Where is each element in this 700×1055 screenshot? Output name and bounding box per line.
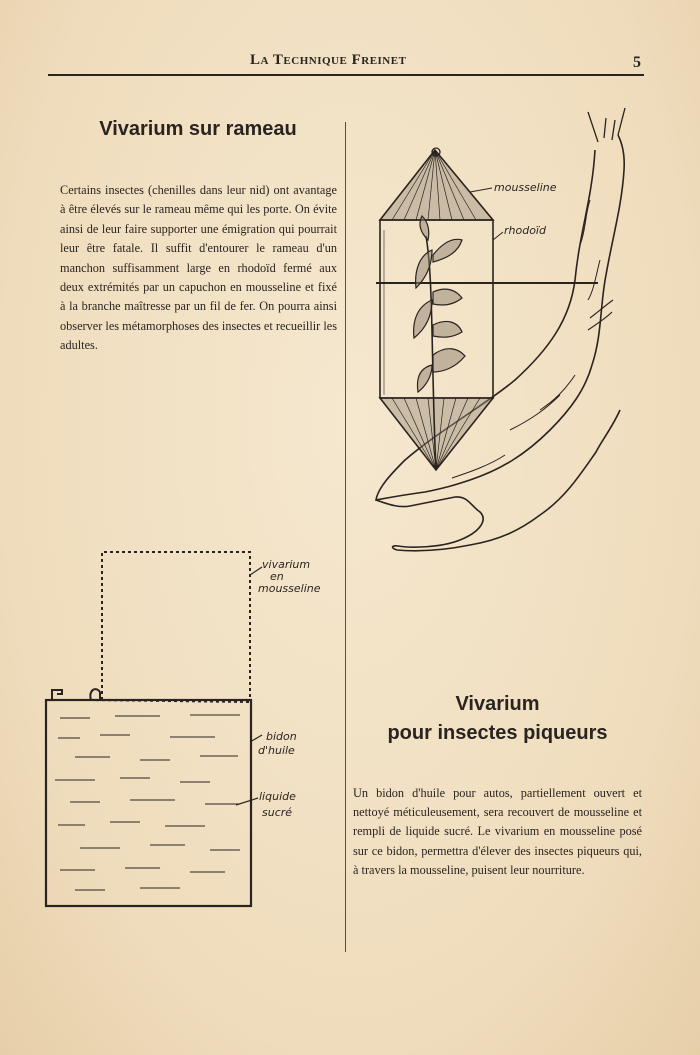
sleeve-cap-bottom: [380, 398, 493, 470]
section2-title: [355, 690, 640, 748]
rhodoid-sleeve: [376, 148, 598, 470]
label-rhodoid: rhodoïd: [504, 224, 546, 237]
label-bidon-line2: d'huile: [258, 744, 295, 757]
bidon-tank: [46, 700, 251, 906]
bidon-spout-right: [90, 689, 100, 700]
section2-title-line1: Vivarium: [455, 693, 540, 715]
pointer-mousseline: [470, 188, 492, 192]
bidon-illustration: [46, 552, 262, 906]
header-title: La Technique Freinet: [250, 52, 407, 68]
bidon-spout-left: [52, 690, 62, 700]
label-vivarium-line3: mousseline: [258, 582, 321, 595]
section2-body: Un bidon d'huile pour autos, partiellement ouvert et nettoyé méticuleusement, sera recouvert de mousseline et rempli de liquide sucré. Le vivarium en mousseline posé sur ce bidon, permettra d'élever des insectes piqueurs qui, à travers la mousseline, puisent leur nourriture.: [353, 786, 642, 877]
page-number: 5: [633, 54, 641, 71]
pointer-liquide: [236, 798, 258, 805]
label-vivarium-line1: vivarium: [262, 558, 311, 571]
liquid-lines: [55, 715, 240, 890]
section1-body: Certains insectes (chenilles dans leur nid) ont avantage à être élevés sur le rameau même qui les porte. On évite ainsi de leur faire supporter une émigration qui pourrait leur être fatale. Il suffit d'entourer le rameau d'un manchon suffisamment large en rhodoïd fermé aux deux extrémités par un capuchon en mousseline et fixé à la branche maîtresse par un fil de fer. On pourra ainsi observer les métamorphoses des insectes et recueillir les adultes.: [60, 183, 337, 353]
label-mousseline: mousseline: [494, 181, 557, 194]
sleeve-cap-top: [380, 150, 493, 220]
branch-bark-marks: [452, 200, 600, 478]
label-vivarium-line2: en: [270, 570, 284, 583]
pointer-rhodoid: [493, 232, 503, 240]
mousseline-vivarium: [102, 552, 250, 700]
pointer-vivarium: [250, 567, 262, 575]
section1-title: Vivarium sur rameau: [99, 118, 297, 140]
label-bidon-line1: bidon: [266, 730, 297, 743]
label-liquide-line2: sucré: [262, 806, 293, 819]
section2-title-line2: pour insectes piqueurs: [387, 722, 608, 744]
label-liquide-line1: liquide: [259, 790, 296, 803]
